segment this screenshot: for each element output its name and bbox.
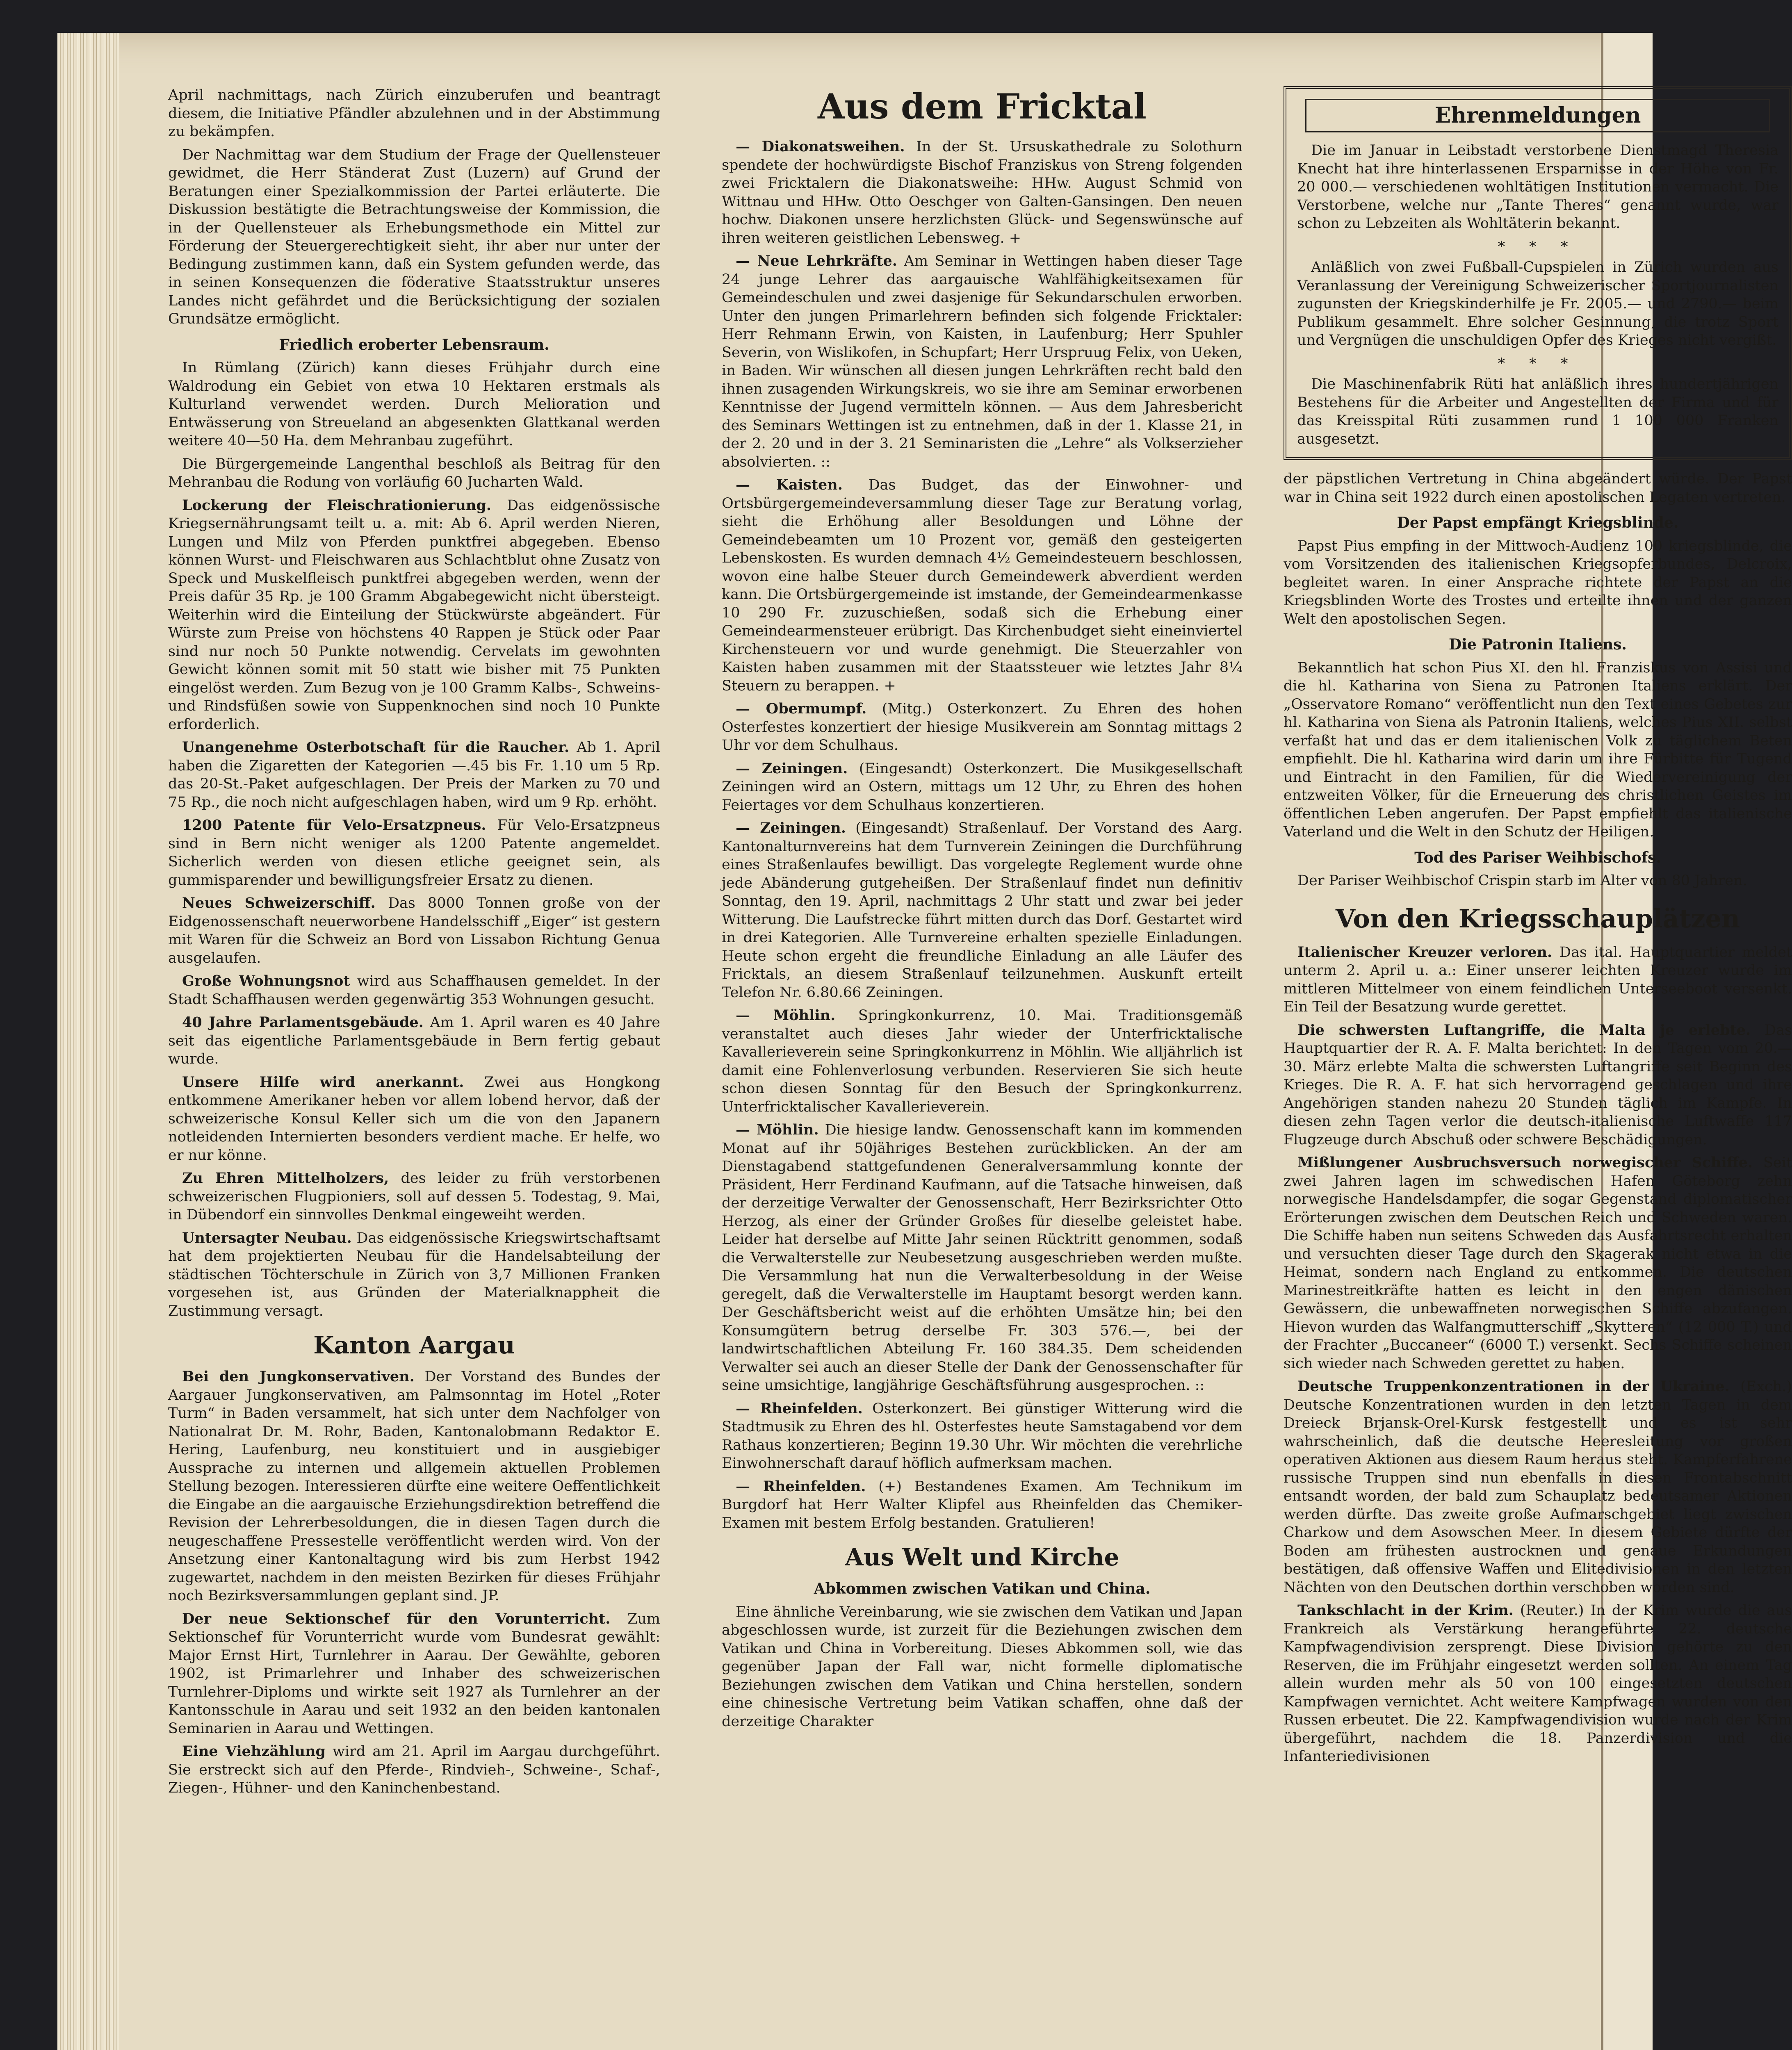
news-item-text: Der Vorstand des Bundes der Aargauer Jungkonservativen, am Palmsonntag im Hotel „Roter Turm“ in Baden versammelt, hat sich unter dem Nachfolger von Nationalrat Dr. M. Rohr, Baden, Kantonalobmann Redaktor E. Hering, Laufenburg, neu konstituiert und in ausgiebiger Aussprache zu internen und allgemein aktuellen Problemen Stellung bezogen. Interessieren dürfte eine weitere Oeffentlichkeit die Eingabe an die aargauische Erziehungsdirektion betreffend die Revision der Lehrerbesoldungen, die in diesen Tagen durch die neugeschaffene Pressestelle veröffentlicht werden wird. Von der Ansetzung einer Kantonaltagung wird bis zum Herbst 1942 zugewartet, nachdem in den meisten Bezirken für dieses Frühjahr noch Bezirksversammlungen geplant sind. JP. (168, 1369, 660, 1604)
article-paragraph: Die Bürgergemeinde Langenthal beschloß als Beitrag für den Mehranbau die Rodung von vorläufig 60 Jucharten Wald. (168, 456, 660, 490)
news-item-text: Am Seminar in Wettingen haben dieser Tage 24 junge Lehrer das aargauische Wahlfähigkeitsexamen für Gemeindeschulen und zwei dasjenige für Sekundarschulen erworben. Unter den jungen Primarlehrern befinden sich folgende Fricktaler: Herr Rehmann Erwin, von Kaisten, in Laufenburg; Herr Spuhler Severin, von Wislikofen, in Schupfart; Herr Urspruug Felix, von Ueken, in Baden. Wir wünschen all diesen jungen Lehrkräften recht bald den ihnen zusagenden Wirkungskreis, wo sie ihre am Seminar erworbenen Kenntnisse der Jugend vermitteln können. — Aus dem Jahresbericht des Seminars Wettingen ist zu entnehmen, daß in der 1. Klasse 21, in der 2. 20 und in der 3. 21 Seminaristen die „Lehre“ als Volkserzieher absolvierten. :: (722, 253, 1243, 470)
news-item (168, 1742, 660, 1797)
article-paragraph: Eine ähnliche Vereinbarung, wie sie zwischen dem Vatikan und Japan abgeschlossen wurde, ist zurzeit für die Beziehungen zwischen dem Vatikan und China in Vorbereitung. Dieses Abkommen soll, wie das gegenüber Japan der Fall war, nicht formelle diplomatische Beziehungen zwischen dem Vatikan und China herstellen, sondern eine chinesische Vertretung beim Vatikan schaffen, ohne daß der derzeitige Charakter (722, 1604, 1243, 1730)
news-item (722, 760, 1243, 815)
news-item (168, 1229, 660, 1321)
article-paragraph: der päpstlichen Vertretung in China abgeändert würde. Der Papst war in China seit 1922 durch einen apostolischen Legaten vertreten. (1284, 471, 1792, 506)
news-item-text: Das 8000 Tonnen große von der Eidgenossenschaft neuerworbene Handelsschiff „Eiger“ ist gestern mit Waren für die Schweiz an Bord von Lissabon Richtung Genua ausgelaufen. (168, 895, 660, 966)
news-item (722, 252, 1243, 471)
article-paragraph: Papst Pius empfing in der Mittwoch-Audienz 100 kriegsblinde, die vom Vorsitzenden des italienischen Kriegsopferbundes, Delcroix, begleitet waren. In einer Ansprache richtete der Papst an die Kriegsblinden Worte des Trostes und erteilte ihnen und der ganzen Welt den apostolischen Segen. (1284, 538, 1792, 627)
box-paragraph: Anläßlich von zwei Fußball-Cupspielen in Zürich wurden aus Veranlassung der Vereinigung Schweizerischer Sportjournalisten zugunsten der Kriegskinderhilfe je Fr. 2005.— und 2790.— beim Publikum gesammelt. Ehre solcher Gesinnung, die trotz Sport und Vergnügen die unschuldigen Opfer des Krieges nicht vergißt. (1297, 259, 1778, 348)
news-item (722, 700, 1243, 755)
news-item-text: Das eidgenössische Kriegswirtschaftsamt hat dem projektierten Neubau für die Handelsabteilung der städtischen Töchterschule in Zürich von 3,7 Millionen Franken vorgesehen ist, aus Gründen der Materialknappheit die Zustimmung versagt. (168, 1230, 660, 1319)
intro-paragraph: April nachmittags, nach Zürich einzuberufen und beantragt diesem, die Initiative Pfändler abzulehnen und in der Abstimmung zu bekämpfen. (168, 87, 660, 140)
news-item-text: des leider zu früh verstorbenen schweizerischen Flugpioniers, soll auf dessen 5. Todestag, 9. Mai, in Dübendorf ein sinnvolles Denkmal eingeweiht werden. (168, 1170, 660, 1223)
news-item (1284, 1154, 1792, 1373)
news-item-text: (Mitg.) Osterkonzert. Zu Ehren des hohen Osterfestes konzertiert der hiesige Musikverein am Sonntag mittags 2 Uhr vor dem Schulhaus. (722, 701, 1243, 754)
box-paragraph: Die im Januar in Leibstadt verstorbene Dienstmagd Theresia Knecht hat ihre hinterlassenen Ersparnisse in der Höhe von Fr. 20 000.— verschiedenen wohltätigen Institutionen vermacht. Die Verstorbene, welche nur „Tante Theres“ genannt wurde, war schon zu Lebzeiten als Wohltäterin bekannt. (1297, 142, 1778, 232)
news-item (168, 1368, 660, 1605)
subheading: Friedlich eroberter Lebensraum. (279, 336, 549, 353)
intro-paragraph: Der Nachmittag war dem Studium der Frage der Quellensteuer gewidmet, die Herr Ständerat Zust (Luzern) auf Grund der Beratungen einer Spezialkommission der Partei erläuterte. Die Diskussion bestätigte die Betrachtungsweise der Kommission, die in der Quellensteuer als Erhebungsmethode ein Mittel zur Förderung der Steuergerechtigkeit sieht, ihr aber nur unter der Bedingung zustimmen kann, daß ein System gefunden werde, das in seinen Konsequenzen die föderative Staatsstruktur unseres Landes nicht gefährdet und die Berücksichtigung der sozialen Grundsätze ermöglicht. (168, 146, 660, 327)
news-item-head: Zu Ehren Mittelholzers, (182, 1170, 389, 1187)
section-title-welt-kirche: Aus Welt und Kirche (845, 1543, 1119, 1571)
news-item-text: Am 1. April waren es 40 Jahre seit das eigentliche Parlamentsgebäude in Bern fertig gebaut wurde. (168, 1014, 660, 1067)
article-paragraph: Der Pariser Weihbischof Crispin starb im Alter von 80 Jahren. (1297, 872, 1747, 889)
news-item-text: Zwei aus Hongkong entkommene Amerikaner heben vor allem lobend hervor, daß der schweizerische Konsul Keller sich um die von den Japanern notleidenden Internierten besonders verdient mache. Er helfe, wo er nur könne. (168, 1074, 660, 1164)
news-item-text: (Eingesandt) Osterkonzert. Die Musikgesellschaft Zeiningen wird an Ostern, mittags um 12 Uhr, zu Ehren des hohen Feiertages vor dem Schulhaus konzertieren. (722, 760, 1243, 813)
news-item (168, 1014, 660, 1068)
news-item (1284, 1378, 1792, 1597)
news-item-text: Seit zwei Jahren lagen im schwedischen Hafen Göteborg zehn norwegische Handelsdampfer, die sogar Gegenstand diplomatischer Erörterungen zwischen dem Deutschen Reich und Schweden waren. Die Schiffe haben nun seitens Schweden das Ausfahrtsrecht erhalten und versuchten dieser Tage durch den Skagerak nicht etwa in die Heimat, sondern nach England zu entkommen. Die deutschen Marinestreitkräfte hatten es leicht in den engen dänischen Gewässern, die unbewaffneten norwegischen Schiffe abzufangen. Hievon wurden das Walfangmutterschiff „Skytteren“ (12 000 T.) und der Frachter „Buccaneer“ (6000 T.) versenkt. Sechs Schiffe scheinen sich wieder nach Schweden gerettet zu haben. (1284, 1155, 1792, 1372)
subheading: Abkommen zwischen Vatikan und China. (814, 1580, 1151, 1597)
news-item-text: Zum Sektionschef für Vorunterricht wurde vom Bundesrat gewählt: Major Ernst Hirt, Turnlehrer in Aarau. Der Gewählte, geboren 1902, ist Primarlehrer und Inhaber des schweizerischen Turnlehrer-Diploms und wirkte seit 1927 als Turnlehrer an der Kantonsschule in Aarau und seit 1932 an den beiden kantonalen Seminarien in Aarau und Wettingen. (168, 1610, 660, 1737)
news-item-head: Untersagter Neubau. (182, 1229, 352, 1246)
news-item-text: Die hiesige landw. Genossenschaft kann im kommenden Monat auf ihr 50jähriges Bestehen zurückblicken. An der am Dienstagabend stattgefundenen Generalversammlung konnte der Präsident, Herr Ferdinand Kaufmann, auf die Tatsache hinweisen, daß der derzeitige Verwalter der Genossenschaft, Herr Bezirksrichter Otto Herzog, als einer der Gründer Großes für dieselbe geleistet habe. Leider hat derselbe auf Mitte Jahr seinen Rücktritt genommen, sodaß die Verwalterstelle zur Neubesetzung ausgeschrieben werden mußte. Die Versammlung hat nun die Verwalterbesoldung in der Weise geregelt, daß die Verwalterstelle im Hauptamt besorgt werden kann. Der Geschäftsbericht weist auf die erhöhten Umsätze hin; bei den Konsumgütern betrug derselbe Fr. 303 576.—, bei der landwirtschaftlichen Abteilung Fr. 160 384.35. Dem scheidenden Verwalter sei auch an dieser Stelle der Dank der Genossenschafter für seine umsichtige, langjährige Geschäftsführung ausgesprochen. :: (722, 1122, 1243, 1394)
news-item-head: Große Wohnungsnot (182, 973, 350, 989)
news-item (1284, 1021, 1792, 1149)
news-item-head: — Zeiningen. (736, 820, 846, 836)
news-item-text: wird am 21. April im Aargau durchgeführt. Sie erstreckt sich auf den Pferde-, Rindvieh-, Schweine-, Schaf-, Ziegen-, Hühner- und den Kaninchenbestand. (168, 1743, 660, 1796)
news-item-head: — Möhlin. (736, 1121, 819, 1138)
news-item (168, 497, 660, 734)
news-item-head: Unangenehme Osterbotschaft für die Raucher. (182, 739, 570, 756)
news-item-text: (Exch.) Deutsche Konzentrationen wurden in den letzten Tagen in dem Dreieck Brjansk-Orel-Kursk festgestellt und es ist sehr wahrscheinlich, daß die deutsche Heeresleitung vor großen operativen Aktionen aus diesem Raum heraus steht. Kampferfahrene russische Truppen sind nun ebenfalls in diesen Frontabschnitt entsandt worden, der bald zum Schauplatz bedeutsamer Aktionen werden dürfte. Das zweite große Aufmarschgebiet liegt zwischen Charkow und dem Asowschen Meer. In diesem Gebiete dürfte der Boden am frühesten austrocknen und genaue Erkundungen bestätigen, daß offensive Waffen und Elitedivisionen in den letzten Nächten von den Deutschen dorthin verschoben worden sind. (1284, 1378, 1792, 1596)
news-item-head: Mißlungener Ausbruchsversuch norwegischer Schiffe. (1297, 1154, 1753, 1171)
news-item-head: 40 Jahre Parlamentsgebäude. (182, 1014, 424, 1031)
news-item (168, 894, 660, 967)
subheading: Tod des Pariser Weihbischofs. (1414, 849, 1661, 866)
column-1 (168, 86, 660, 2050)
news-item-head: Die schwersten Luftangriffe, die Malta je erlebte. (1297, 1021, 1751, 1039)
news-item-text: (Eingesandt) Straßenlauf. Der Vorstand des Aarg. Kantonalturnvereins hat dem Turnverein Zeiningen die Durchführung eines Straßenlaufes bewilligt. Das vorgelegte Reglement wurde ohne jede Abänderung gutgeheißen. Der Straßenlauf findet nun definitiv Sonntag, den 19. April, nachmittags 2 Uhr statt und zwar bei jeder Witterung. Die Laufstrecke führt mitten durch das Dorf. Gestartet wird in drei Kategorien. Alle Turnvereine erhalten spezielle Einladungen. Heute schon ergeht die freundliche Einladung an alle Läufer des Fricktals, an diesem Straßenlauf teilzunehmen. Auskunft erteilt Telefon Nr. 6.80.66 Zeiningen. (722, 820, 1243, 1001)
article-paragraph: Bekanntlich hat schon Pius XI. den hl. Franziskus von Assisi und die hl. Katharina von Siena zu Patronen Italiens erklärt. Der „Osservatore Romano“ veröffentlicht nun den Text eines Gebetes zur hl. Katharina von Siena als Patronin Italiens, welches Pius XII. selbst verfaßt hat und das er dem italienischen Volk zu täglichem Beten empfiehlt. Die hl. Katharina wird darin um ihre Fürbitte für Tugend und Eintracht in den Familien, für die Wiedervereinigung der entzweiten Völker, für die Erneuerung des christlichen Geistes im öffentlichen Leben angerufen. Der Papst empfiehlt das italienische Vaterland und die Welt in den Schutz der Heiligen. (1284, 659, 1792, 840)
box-title: Ehrenmeldungen (1305, 99, 1770, 132)
news-item-head: Tankschlacht in der Krim. (1297, 1602, 1514, 1619)
news-item (722, 1478, 1243, 1533)
news-item-head: Der neue Sektionschef für den Vorunterricht. (182, 1610, 611, 1627)
news-item-text: (Reuter.) In der Krim wurde die aus Frankreich als Verstärkung herangeführte 22. deutsche Kampfwagendivision zersprengt. Diese Division gehörte zu den Reserven, die im Frühjahr eingesetzt werden sollten. An einem Tag allein wurden mehr als 50 von 100 eingesetzten deutschen Kampfwagen vernichtet. Acht weitere Kampfwagen wurden von den Russen erbeutet. Die 22. Kampfwagendivision wurde nach der Krim übergeführt, nachdem die 18. Panzerdivision und die Infanteriedivisionen (1284, 1602, 1792, 1765)
news-item-head: Lockerung der Fleischrationierung. (182, 497, 492, 514)
news-item-text: Das Hauptquartier der R. A. F. Malta berichtet: In den Tagen vom 20.—30. März erlebte Malta die schwersten Luftangriffe seit Beginn des Krieges. Die R. A. F. hat sich hervorragend geschlagen und ihre Angehörigen standen nahezu 20 Stunden täglich im Kampfe. In diesen zehn Tagen verlor die deutsch-italienische Luftwaffe 117 Flugzeuge durch Abschuß oder schwere Beschädigungen. (1284, 1022, 1792, 1148)
article-paragraph: In Rümlang (Zürich) kann dieses Frühjahr durch eine Waldrodung ein Gebiet von etwa 10 Hektaren erstmals als Kulturland verwendet werden. Durch Melioration und Entwässerung von Streueland an abgesenkten Glattkanal werden weitere 40—50 Ha. dem Mehranbau zugeführt. (168, 360, 660, 449)
news-item-text: Springkonkurrenz, 10. Mai. Traditionsgemäß veranstaltet auch dieses Jahr wieder der Unterfricktalische Kavallerieverein seine Springkonkurrenz in Möhlin. Wie alljährlich ist damit eine Fohlenverlosung verbunden. Reservieren Sie sich heute schon diesen Sonntag für den Besuch der Springkonkurrenz. Unterfricktalischer Kavallerieverein. (722, 1007, 1243, 1115)
news-item-head: 1200 Patente für Velo-Ersatzpneus. (182, 817, 486, 834)
news-item-head: — Neue Lehrkräfte. (736, 253, 897, 269)
news-item-head: — Zeiningen. (736, 760, 848, 777)
news-item-head: — Möhlin. (736, 1007, 836, 1024)
star-divider: * * * (1498, 238, 1578, 255)
news-item-head: — Rheinfelden. (736, 1478, 866, 1495)
news-item-head: — Rheinfelden. (736, 1400, 863, 1417)
news-item-text: Das Budget, das der Einwohner- und Ortsbürgergemeindeversammlung dieser Tage zur Beratung vorlag, sieht die Erhöhung aller Besoldungen und Löhne der Gemeindebeamten um 10 Prozent vor, gemäß den gesteigerten Lebenskosten. Es wurden demnach 4½ Gemeindesteuern beschlossen, wovon eine halbe Steuer durch Gemeindewerk abverdient werden kann. Die Ortsbürgergemeinde ist imstande, der Gemeindearmenkasse 10 290 Fr. zuzuschießen, sodaß sich die Erhebung einer Gemeindearmensteuer erübrigt. Das Kirchenbudget sieht eineinviertel Kirchensteuern vor und wurde genehmigt. Die Steuerzahler von Kaisten haben zusammen mit der Staatssteuer wie letztes Jahr 8¼ Steuern zu berappen. + (722, 477, 1243, 694)
news-item-text: In der St. Ursuskathedrale zu Solothurn spendete der hochwürdigste Bischof Franziskus von Streng folgenden zwei Fricktalern die Diakonatsweihe: HHw. August Schmid von Wittnau und HHw. Otto Oeschger von Galten-Gansingen. Den neuen hochw. Diakonen unsere herzlichsten Glück- und Segenswünsche auf ihren weiteren geistlichen Lebensweg. + (722, 139, 1243, 246)
news-item (722, 476, 1243, 695)
section-title-kriegsschauplaetze: Von den Kriegsschauplätzen (1335, 903, 1740, 934)
subheading: Die Patronin Italiens. (1449, 636, 1627, 653)
news-item (168, 1073, 660, 1165)
news-item-text: (+) Bestandenes Examen. Am Technikum im Burgdorf hat Herr Walter Klipfel aus Rheinfelden das Chemiker-Examen mit bestem Erfolg bestanden. Gratulieren! (722, 1478, 1243, 1531)
ehrenmeldungen-box (1284, 86, 1792, 460)
newspaper-page (57, 33, 1792, 2050)
column-2 (722, 86, 1243, 2050)
news-item-head: — Obermumpf. (736, 700, 867, 717)
box-paragraph: Die Maschinenfabrik Rüti hat anläßlich ihres hundertjährigen Bestehens für die Arbeiter und Angestellten der Firma und für das Kreisspital Rüti zusammen rund 1 100 000 Franken ausgesetzt. (1297, 376, 1778, 447)
news-item (168, 738, 660, 811)
news-item (168, 1169, 660, 1224)
news-item-head: Eine Viehzählung (182, 1743, 326, 1760)
subheading: Der Papst empfängt Kriegsblinde. (1397, 514, 1679, 531)
star-divider: * * * (1498, 355, 1578, 372)
news-item-text: Ab 1. April haben die Zigaretten der Kategorien —.45 bis Fr. 1.10 um 5 Rp. das 20-St.-Paket aufgeschlagen. Der Preis der Marken zu 70 und 75 Rp., die noch nicht aufgeschlagen haben, wird um 9 Rp. erhöht. (168, 739, 660, 811)
news-item-head: Deutsche Truppenkonzentrationen in der Ukraine. (1297, 1378, 1730, 1395)
news-item (168, 972, 660, 1009)
news-item (1284, 1601, 1792, 1766)
news-item-text: wird aus Schaffhausen gemeldet. In der Stadt Schaffhausen werden gegenwärtig 353 Wohnungen gesucht. (168, 973, 660, 1008)
news-item-head: Unsere Hilfe wird anerkannt. (182, 1073, 464, 1091)
news-item (168, 816, 660, 889)
news-item (168, 1610, 660, 1738)
news-item-head: Bei den Jungkonservativen. (182, 1368, 415, 1385)
news-item (722, 1007, 1243, 1116)
news-item (722, 138, 1243, 247)
news-item-head: Italienischer Kreuzer verloren. (1297, 943, 1553, 961)
news-item-head: — Kaisten. (736, 476, 843, 493)
section-title-aargau: Kanton Aargau (313, 1331, 515, 1359)
news-item-head: — Diakonatsweihen. (736, 138, 905, 155)
news-item-text: Das eidgenössische Kriegsernährungsamt teilt u. a. mit: Ab 6. April werden Nieren, Lungen und Milz von Pferden punktfrei abgegeben. Ebenso können Wurst- und Fleischwaren aus Schlachtblut ohne Zusatz von Speck und Muskelfleisch punktfrei abgegeben werden, wenn der Preis dafür 35 Rp. je 100 Gramm Abgabegewicht nicht übersteigt. Weiterhin wird die Einteilung der Stückwürste abgeändert. Für Würste zum Preise von höchstens 40 Rappen je Stück oder Paar sind nur noch 50 Punkte notwendig. Cervelats im gewohnten Gewicht können somit mit 50 statt wie bisher mit 75 Punkten eingelöst werden. Zum Bezug von je 100 Gramm Kalbs-, Schweins- und Rindsfüßen sowie von Suppenknochen sind noch 10 Punkte erforderlich. (168, 497, 660, 733)
news-item-text: Für Velo-Ersatzpneus sind in Bern nicht weniger als 1200 Patente angemeldet. Sicherlich werden von diesen etliche geeignet sein, als gummisparender und bewilligungsfreier Ersatz zu dienen. (168, 817, 660, 888)
column-3-inner (1284, 86, 1792, 1766)
page-stack-edge (57, 33, 119, 2050)
news-item (1284, 943, 1792, 1016)
news-item-text: Osterkonzert. Bei günstiger Witterung wird die Stadtmusik zu Ehren des hl. Osterfestes heute Samstagabend vor dem Rathaus konzertieren; Beginn 19.30 Uhr. Wir möchten die verehrliche Einwohnerschaft darauf höflich aufmerksam machen. (722, 1400, 1243, 1471)
section-title-fricktal: Aus dem Fricktal (818, 86, 1147, 127)
news-item-head: Neues Schweizerschiff. (182, 895, 376, 911)
news-item-text: Das ital. Hauptquartier meldet unterm 2. April u. a.: Einer unserer leichten Kreuzer wurde im mittleren Mittelmeer von einem feindlichen Unterseeboot versenkt. Ein Teil der Besatzung wurde gerettet. (1284, 944, 1792, 1015)
column-3 (1284, 86, 1792, 2050)
news-item (722, 1121, 1243, 1395)
news-item (722, 1400, 1243, 1473)
news-item (722, 819, 1243, 1002)
